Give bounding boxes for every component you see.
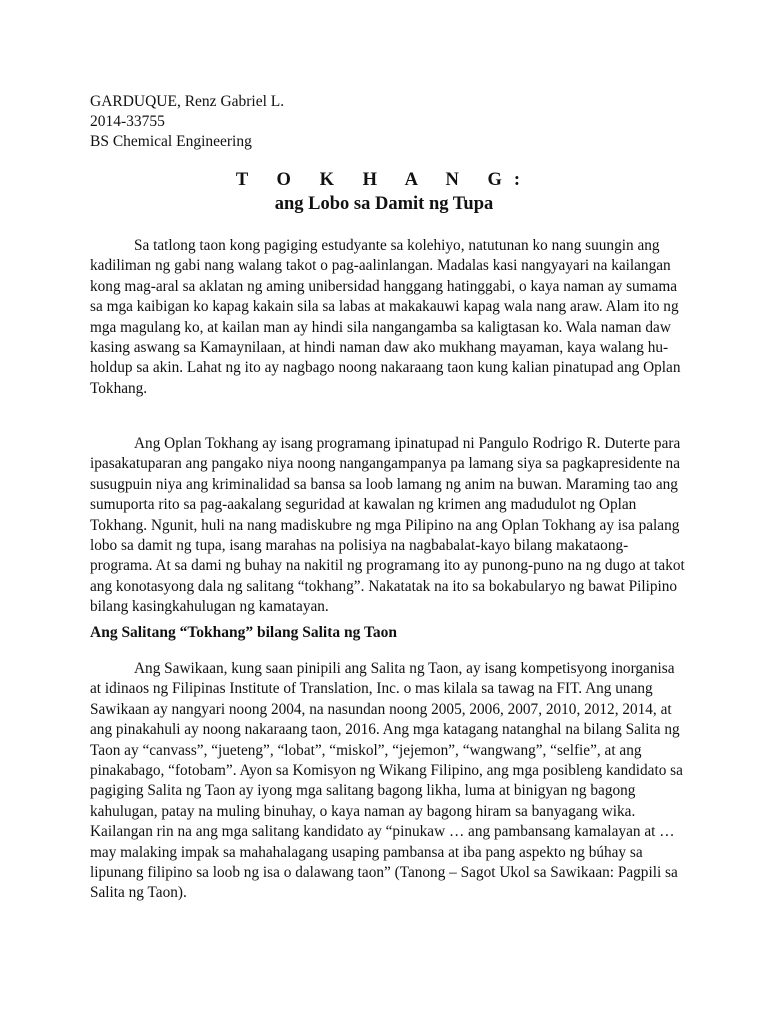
paragraph-line: Ang Sawikaan, kung saan pinipili ang Salita ng Taon, ay isang kompetisyong inorganisa — [134, 660, 675, 677]
paragraph-line: kasing aswang sa Kamaynilaan, at hindi naman daw ako mukhang mayaman, kaya walang hu- — [90, 339, 669, 357]
paragraph-line: sa mga kaibigan ko kapag kakain sila sa labas at makakauwi kapag wala nang araw. Alam ito ng — [90, 298, 679, 316]
paragraph-2 — [90, 434, 690, 618]
paragraph-line: kadiliman ng gabi nang walang takot o pag-aalinlangan. Madalas kasi nangyayari na kailangan — [90, 257, 671, 275]
author-header — [90, 92, 284, 152]
paragraph-line: Taon ay “canvass”, “jueteng”, “lobat”, “miskol”, “jejemon”, “wangwang”, “selfie”, at ang — [90, 741, 642, 759]
paragraph-line: ipasakatuparan ang pangako niya noong nangangampanya pa lamang siya sa pagkapresidente na — [90, 455, 680, 473]
paragraph-line: Sawikaan ay nangyari noong 2004, na nasundan noong 2005, 2006, 2007, 2010, 2012, 2014, at — [90, 700, 672, 718]
paragraph-line: kahulugan, patay na muling binuhay, o kaya naman ay bagong hiram sa banyagang wika. — [90, 802, 636, 820]
paragraph-line: mga magulang ko, at kailan man ay hindi sila nangangamba sa kaligtasan ko. Wala naman daw — [90, 318, 671, 336]
paragraph-line: may malaking impak sa mahahalagang usaping pambansa at iba pang aspekto ng búhay sa — [90, 843, 643, 861]
essay-title: T O K H A N G: — [235, 170, 533, 190]
paragraph-line: pinakabago, “fotobam”. Ayon sa Komisyon ng Wikang Filipino, ang mga posibleng kandidato sa — [90, 762, 683, 780]
paragraph-line: Kailangan rin na ang mga salitang kandidato ay “pinukaw … ang pambansang kamalayan at … — [90, 823, 675, 841]
student-number: 2014-33755 — [90, 113, 165, 130]
paragraph-line: lipunang filipino sa loob ng isa o dalawang taon” (Tanong – Sagot Ukol sa Sawikaan: Pagpili sa — [90, 864, 678, 882]
paragraph-line: lobo sa damit ng tupa, isang marahas na polisiya na nagbabalat-kayo bilang makataong- — [90, 537, 629, 555]
paragraph-line: ang konotasyong dala ng salitang “tokhang”. Nakatatak na ito sa bokabularyo ng bawat Pilipino — [90, 577, 678, 595]
paragraph-line: kong mag-aral sa aklatan ng aming unibersidad hanggang hatinggabi, o kaya naman ay sumama — [90, 277, 678, 295]
paragraph-line: programa. At sa dami ng buhay na nakitil ng programang ito ay punong-puno na ng dugo at takot — [90, 557, 685, 575]
course: BS Chemical Engineering — [90, 133, 252, 150]
essay-subtitle: ang Lobo sa Damit ng Tupa — [274, 194, 494, 214]
paragraph-line: pagiging Salita ng Taon ay iyong mga salitang bagong likha, luma at binigyan ng bagong — [90, 782, 636, 800]
paragraph-line: susugpuin niya ang kriminalidad sa bansa sa loob lamang ng anim na buwan. Maraming tao ang — [90, 475, 678, 493]
paragraph-line: Sa tatlong taon kong pagiging estudyante sa kolehiyo, natutunan ko nang suungin ang — [134, 237, 660, 254]
paragraph-line: holdup sa akin. Lahat ng ito ay nagbago noong nakaraang taon kung kalian pinatupad ang Oplan — [90, 359, 681, 377]
paragraph-line: sumuporta rito sa pag-aakalang seguridad at kawalan ng krimen ang madudulot ng Oplan — [90, 496, 637, 514]
paragraph-line: ang pinakahuli ay noong nakaraang taon, 2016. Ang mga katagang natanghal na bilang Salita ng — [90, 721, 680, 739]
paragraph-line: Ang Oplan Tokhang ay isang programang ipinatupad ni Pangulo Rodrigo R. Duterte para — [134, 435, 681, 452]
paragraph-1 — [90, 236, 690, 399]
paragraph-line: Tokhang. Ngunit, huli na nang madiskubre ng mga Pilipino na ang Oplan Tokhang ay isa palang — [90, 516, 680, 534]
section-paragraph — [90, 659, 690, 904]
paragraph-line: Tokhang. — [90, 379, 148, 397]
author-name: GARDUQUE, Renz Gabriel L. — [90, 93, 285, 110]
paragraph-line: bilang kasingkahulugan ng kamatayan. — [90, 598, 329, 616]
section-heading: Ang Salitang “Tokhang” bilang Salita ng Taon — [90, 624, 397, 641]
paragraph-line: Salita ng Taon). — [90, 884, 187, 902]
paragraph-line: at idinaos ng Filipinas Institute of Translation, Inc. o mas kilala sa tawag na FIT. Ang unang — [90, 680, 653, 698]
